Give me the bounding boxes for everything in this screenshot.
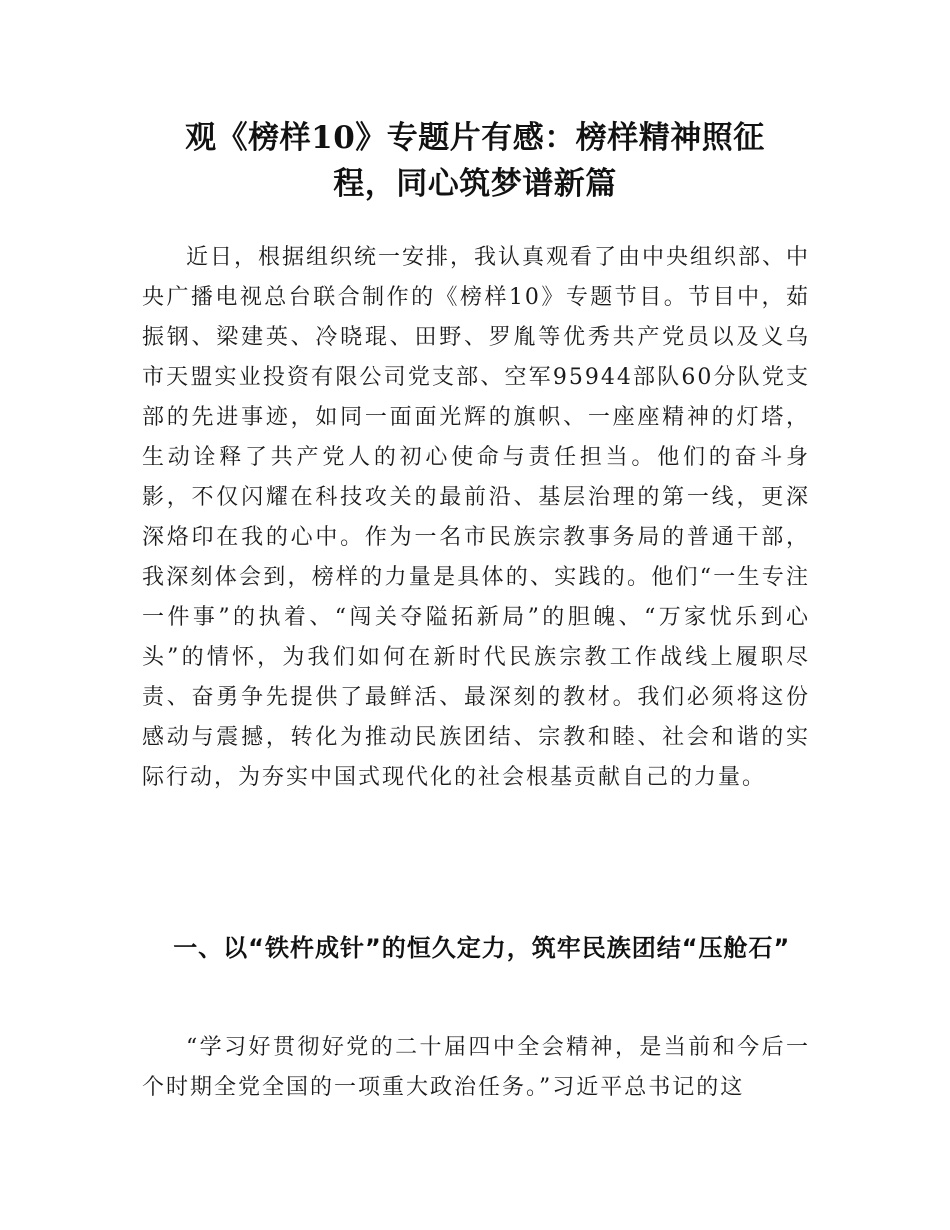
document-title [140,115,810,207]
title-line-2: 程，同心筑梦谱新篇 [333,166,617,202]
section-heading-1: 一、以“铁杵成针”的恒久定力，筑牢民族团结“压舱石” [173,934,791,962]
title-line-1: 观《榜样10》专题片有感：榜样精神照征 [185,120,765,156]
section-1-paragraph: “学习好贯彻好党的二十届四中全会精神，是当前和今后一个时期全党全国的一项重大政治任务。”习近平总书记的这 [142,1035,810,1100]
intro-paragraph: 近日，根据组织统一安排，我认真观看了由中央组织部、中央广播电视总台联合制作的《榜样10》专题节目。节目中，茹振钢、梁建英、冷晓琨、田野、罗胤等优秀共产党员以及义乌市天盟实业投资有限公司党支部、空军95944部队60分队党支部的先进事迹，如同一面面光辉的旗帜、一座座精神的灯塔，生动诠释了共产党人的初心使命与责任担当。他们的奋斗身影，不仅闪耀在科技攻关的最前沿、基层治理的第一线，更深深烙印在我的心中。作为一名市民族宗教事务局的普通干部，我深刻体会到，榜样的力量是具体的、实践的。他们“一生专注一件事”的执着、“闯关夺隘拓新局”的胆魄、“万家忧乐到心头”的情怀，为我们如何在新时代民族宗教工作战线上履职尽责、奋勇争先提供了最鲜活、最深刻的教材。我们必须将这份感动与震撼，转化为推动民族团结、宗教和睦、社会和谐的实际行动，为夯实中国式现代化的社会根基贡献自己的力量。 [142,245,811,790]
